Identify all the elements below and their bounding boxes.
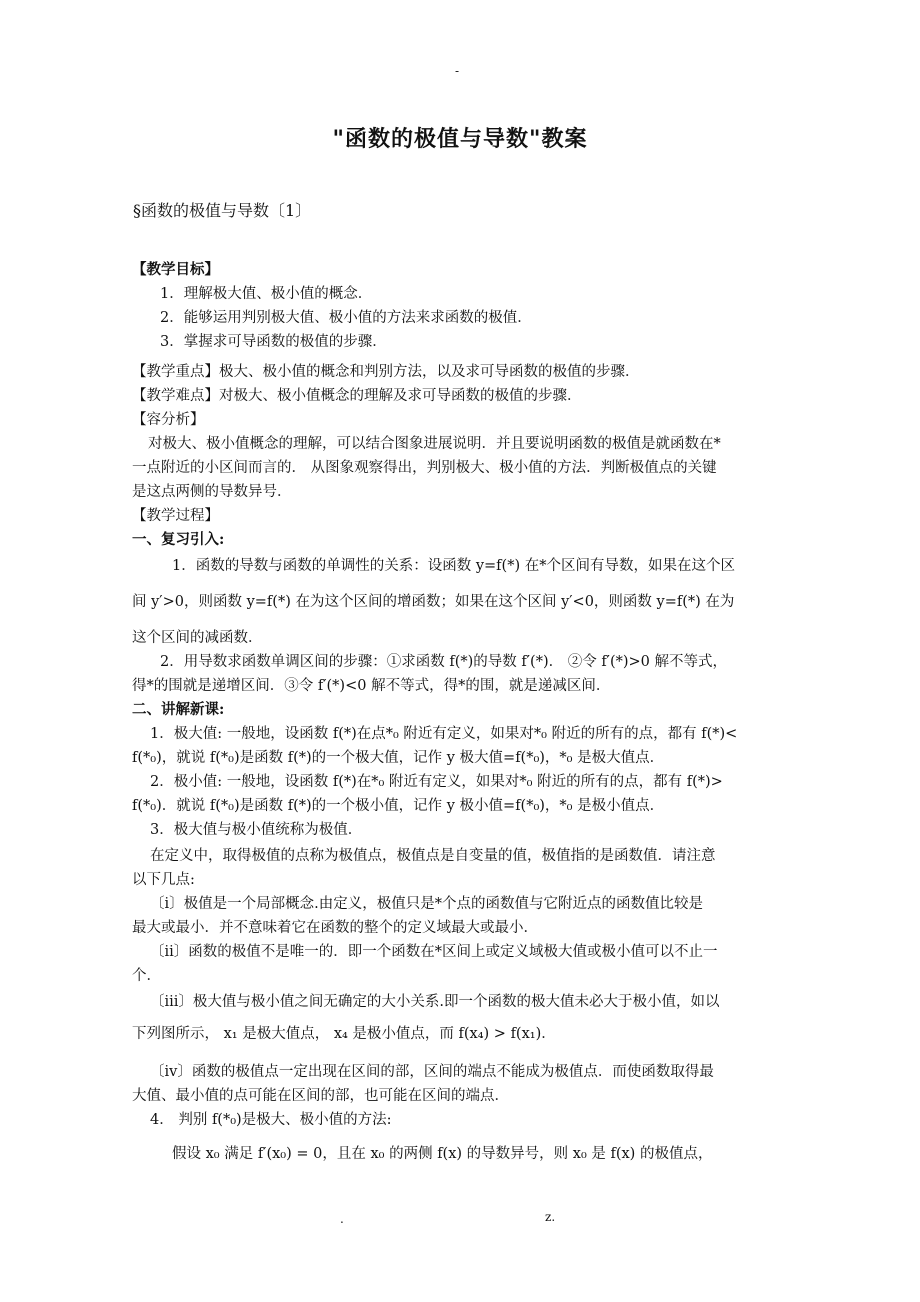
page-title: "函数的极值与导数"教案: [332, 126, 588, 152]
text-line: 【教学过程】: [132, 508, 219, 524]
footer-left: .: [340, 1212, 344, 1226]
text-line: 2．能够运用判别极大值、极小值的方法来求函数的极值．: [160, 310, 532, 326]
text-line: 一点附近的小区间而言的． 从图象观察得出，判别极大、极小值的方法．判断极值点的关键: [132, 460, 717, 476]
text-line: 3．极大值与极小值统称为极值．: [150, 822, 363, 838]
text-line: 二、讲解新课:: [132, 701, 225, 718]
text-line: 以下几点:: [132, 872, 195, 888]
text-line: 〔ⅱ〕函数的极值不是唯一的．即一个函数在*区间上或定义域极大值或极小值可以不止一: [150, 944, 718, 960]
text-line: 下列图所示， x₁ 是极大值点， x₄ 是极小值点，而 f(x₄) > f(x₁)．: [132, 1026, 556, 1042]
text-line: 1．理解极大值、极小值的概念．: [160, 286, 373, 302]
text-line: 大值、最小值的点可能在区间的部，也可能在区间的端点．: [132, 1088, 509, 1104]
text-line: 最大或最小．并不意味着它在函数的整个的定义域最大或最小．: [132, 920, 538, 936]
text-line: 〔ⅳ〕函数的极值点一定出现在区间的部，区间的端点不能成为极值点．而使函数取得最: [150, 1064, 714, 1080]
text-line: 2．用导数求函数单调区间的步骤：①求函数 f(*)的导数 f′(*)． ②令 f′(*)>0 解不等式，: [160, 654, 728, 670]
text-line: 在定义中，取得极值的点称为极值点，极值点是自变量的值，极值指的是函数值．请注意: [150, 848, 716, 864]
text-line: 对极大、极小值概念的理解，可以结合图象进展说明．并且要说明函数的极值是就函数在*: [148, 436, 721, 452]
text-line: 一、复习引入:: [132, 531, 225, 548]
text-line: 3．掌握求可导函数的极值的步骤．: [160, 334, 387, 350]
text-line: 〔ⅲ〕极大值与极小值之间无确定的大小关系.即一个函数的极大值未必大于极小值，如以: [150, 994, 720, 1010]
footer-right: z.: [545, 1210, 556, 1224]
text-line: f(*₀)．就说 f(*₀)是函数 f(*)的一个极小值，记作 y 极小值=f(*₀)，*₀ 是极小值点．: [132, 798, 665, 814]
header-mark: -: [455, 64, 460, 78]
text-line: 个．: [132, 968, 161, 984]
text-line: 得*的围就是递增区间．③令 f′(*)<0 解不等式，得*的围，就是递减区间．: [132, 678, 611, 694]
text-line: 2．极小值: 一般地，设函数 f(*)在*₀ 附近有定义，如果对*₀ 附近的所有的点，都有 f(*)>: [150, 774, 723, 790]
text-line: 【教学重点】极大、极小值的概念和判别方法，以及求可导函数的极值的步骤．: [132, 364, 640, 380]
text-line: 这个区间的减函数．: [132, 630, 263, 646]
text-line: 【教学目标】: [132, 261, 219, 278]
section-subtitle: §函数的极值与导数〔1〕: [133, 201, 312, 220]
text-line: f(*₀)，就说 f(*₀)是函数 f(*)的一个极大值，记作 y 极大值=f(*₀)，*₀ 是极大值点．: [132, 750, 665, 766]
text-line: 1．极大值: 一般地，设函数 f(*)在点*₀ 附近有定义，如果对*₀ 附近的所有的点，都有 f(*)<: [150, 726, 738, 742]
text-line: 是这点两侧的导数异号．: [132, 484, 292, 500]
text-line: 〔ⅰ〕极值是一个局部概念.由定义，极值只是*个点的函数值与它附近点的函数值比较是: [150, 896, 703, 912]
text-line: 1．函数的导数与函数的单调性的关系：设函数 y=f(*) 在*个区间有导数，如果在这个区: [172, 558, 735, 574]
text-line: 【教学难点】对极大、极小值概念的理解及求可导函数的极值的步骤．: [132, 388, 582, 404]
text-line: 4． 判别 f(*₀)是极大、极小值的方法:: [150, 1112, 392, 1128]
text-line: 间 y′>0，则函数 y=f(*) 在为这个区间的增函数；如果在这个区间 y′<0，则函数 y=f(*) 在为: [132, 594, 735, 610]
text-line: 【容分析】: [132, 412, 205, 428]
text-line: 假设 x₀ 满足 f′(x₀) = 0，且在 x₀ 的两侧 f(x) 的导数异号，则 x₀ 是 f(x) 的极值点，: [172, 1146, 713, 1162]
